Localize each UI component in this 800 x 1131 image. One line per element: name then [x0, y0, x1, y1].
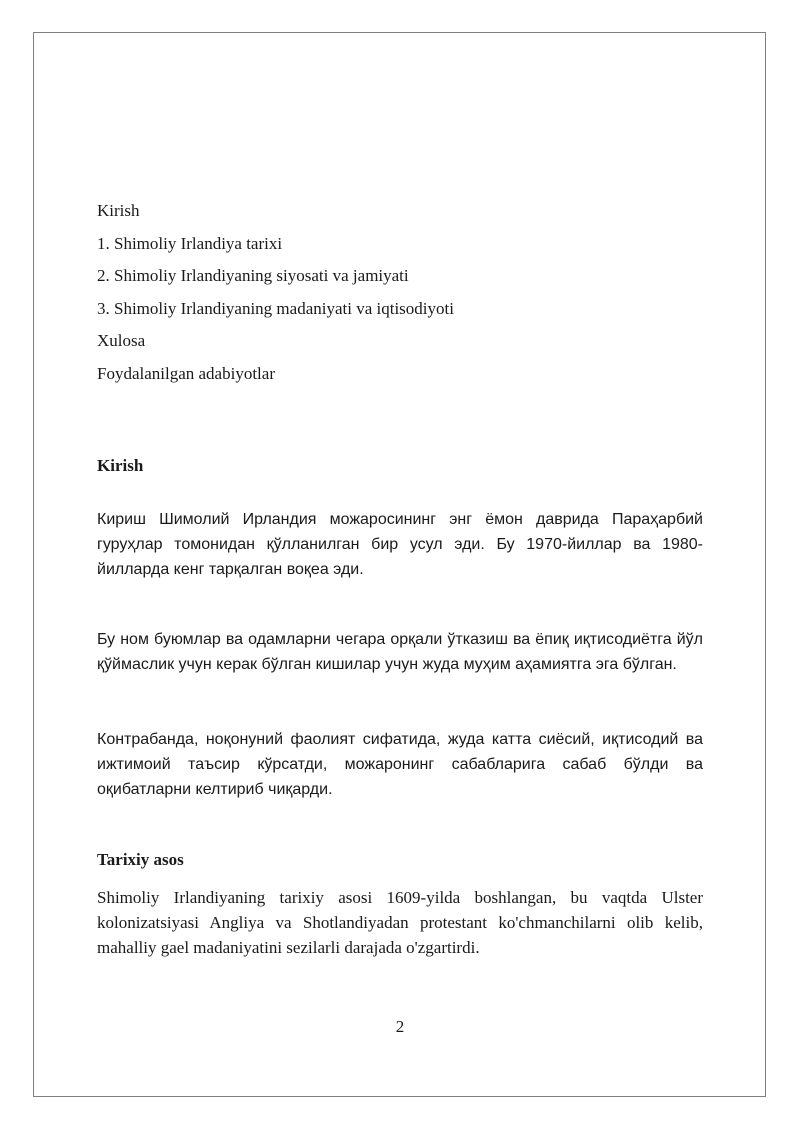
toc-item-references: Foydalanilgan adabiyotlar [97, 363, 275, 383]
toc-item-culture-economy: 3. Shimoliy Irlandiyaning madaniyati va iqtisodiyoti [97, 298, 454, 318]
toc-item-history: 1. Shimoliy Irlandiya tarixi [97, 233, 283, 253]
toc-item-politics: 2. Shimoliy Irlandiyaning siyosati va jamiyati [97, 266, 409, 285]
table-of-contents [97, 200, 703, 385]
intro-paragraph-1: Кириш Шимолий Ирландия можаросининг энг ёмон даврида Параҳарбий гуруҳлар томонидан қўлланилган бир усул эди. Бу 1970-йиллар ва 1980-йилларда кенг тарқалган воқеа эди. [97, 510, 703, 578]
history-heading: Tarixiy asos [97, 849, 184, 869]
intro-heading: Kirish [97, 455, 144, 475]
toc-item-introduction: Kirish [97, 201, 140, 220]
toc-item-conclusion: Xulosa [97, 331, 146, 350]
intro-paragraph-3: Контрабанда, ноқонуний фаолият сифатида, жуда катта сиёсий, иқтисодий ва ижтимоий таъсир кўрсатди, можаронинг сабабларига сабаб бўлди ва оқибатларни келтириб чиқарди. [97, 730, 703, 798]
intro-paragraph-2: Бу ном буюмлар ва одамларни чегара орқали ўтказиш ва ёпиқ иқтисодиётга йўл қўймаслик учун керак бўлган кишилар учун жуда муҳим аҳамиятга эга бўлган. [97, 630, 703, 673]
page-number: 2 [395, 1017, 405, 1036]
history-paragraph: Shimoliy Irlandiyaning tarixiy asosi 1609-yilda boshlangan, bu vaqtda Ulster kolonizatsiyasi Angliya va Shotlandiyadan protestant ko'chmanchilarni olib kelib, mahalliy gael madaniyatini sezilarli darajada o'zgartirdi. [97, 887, 703, 957]
document-body [97, 200, 703, 960]
